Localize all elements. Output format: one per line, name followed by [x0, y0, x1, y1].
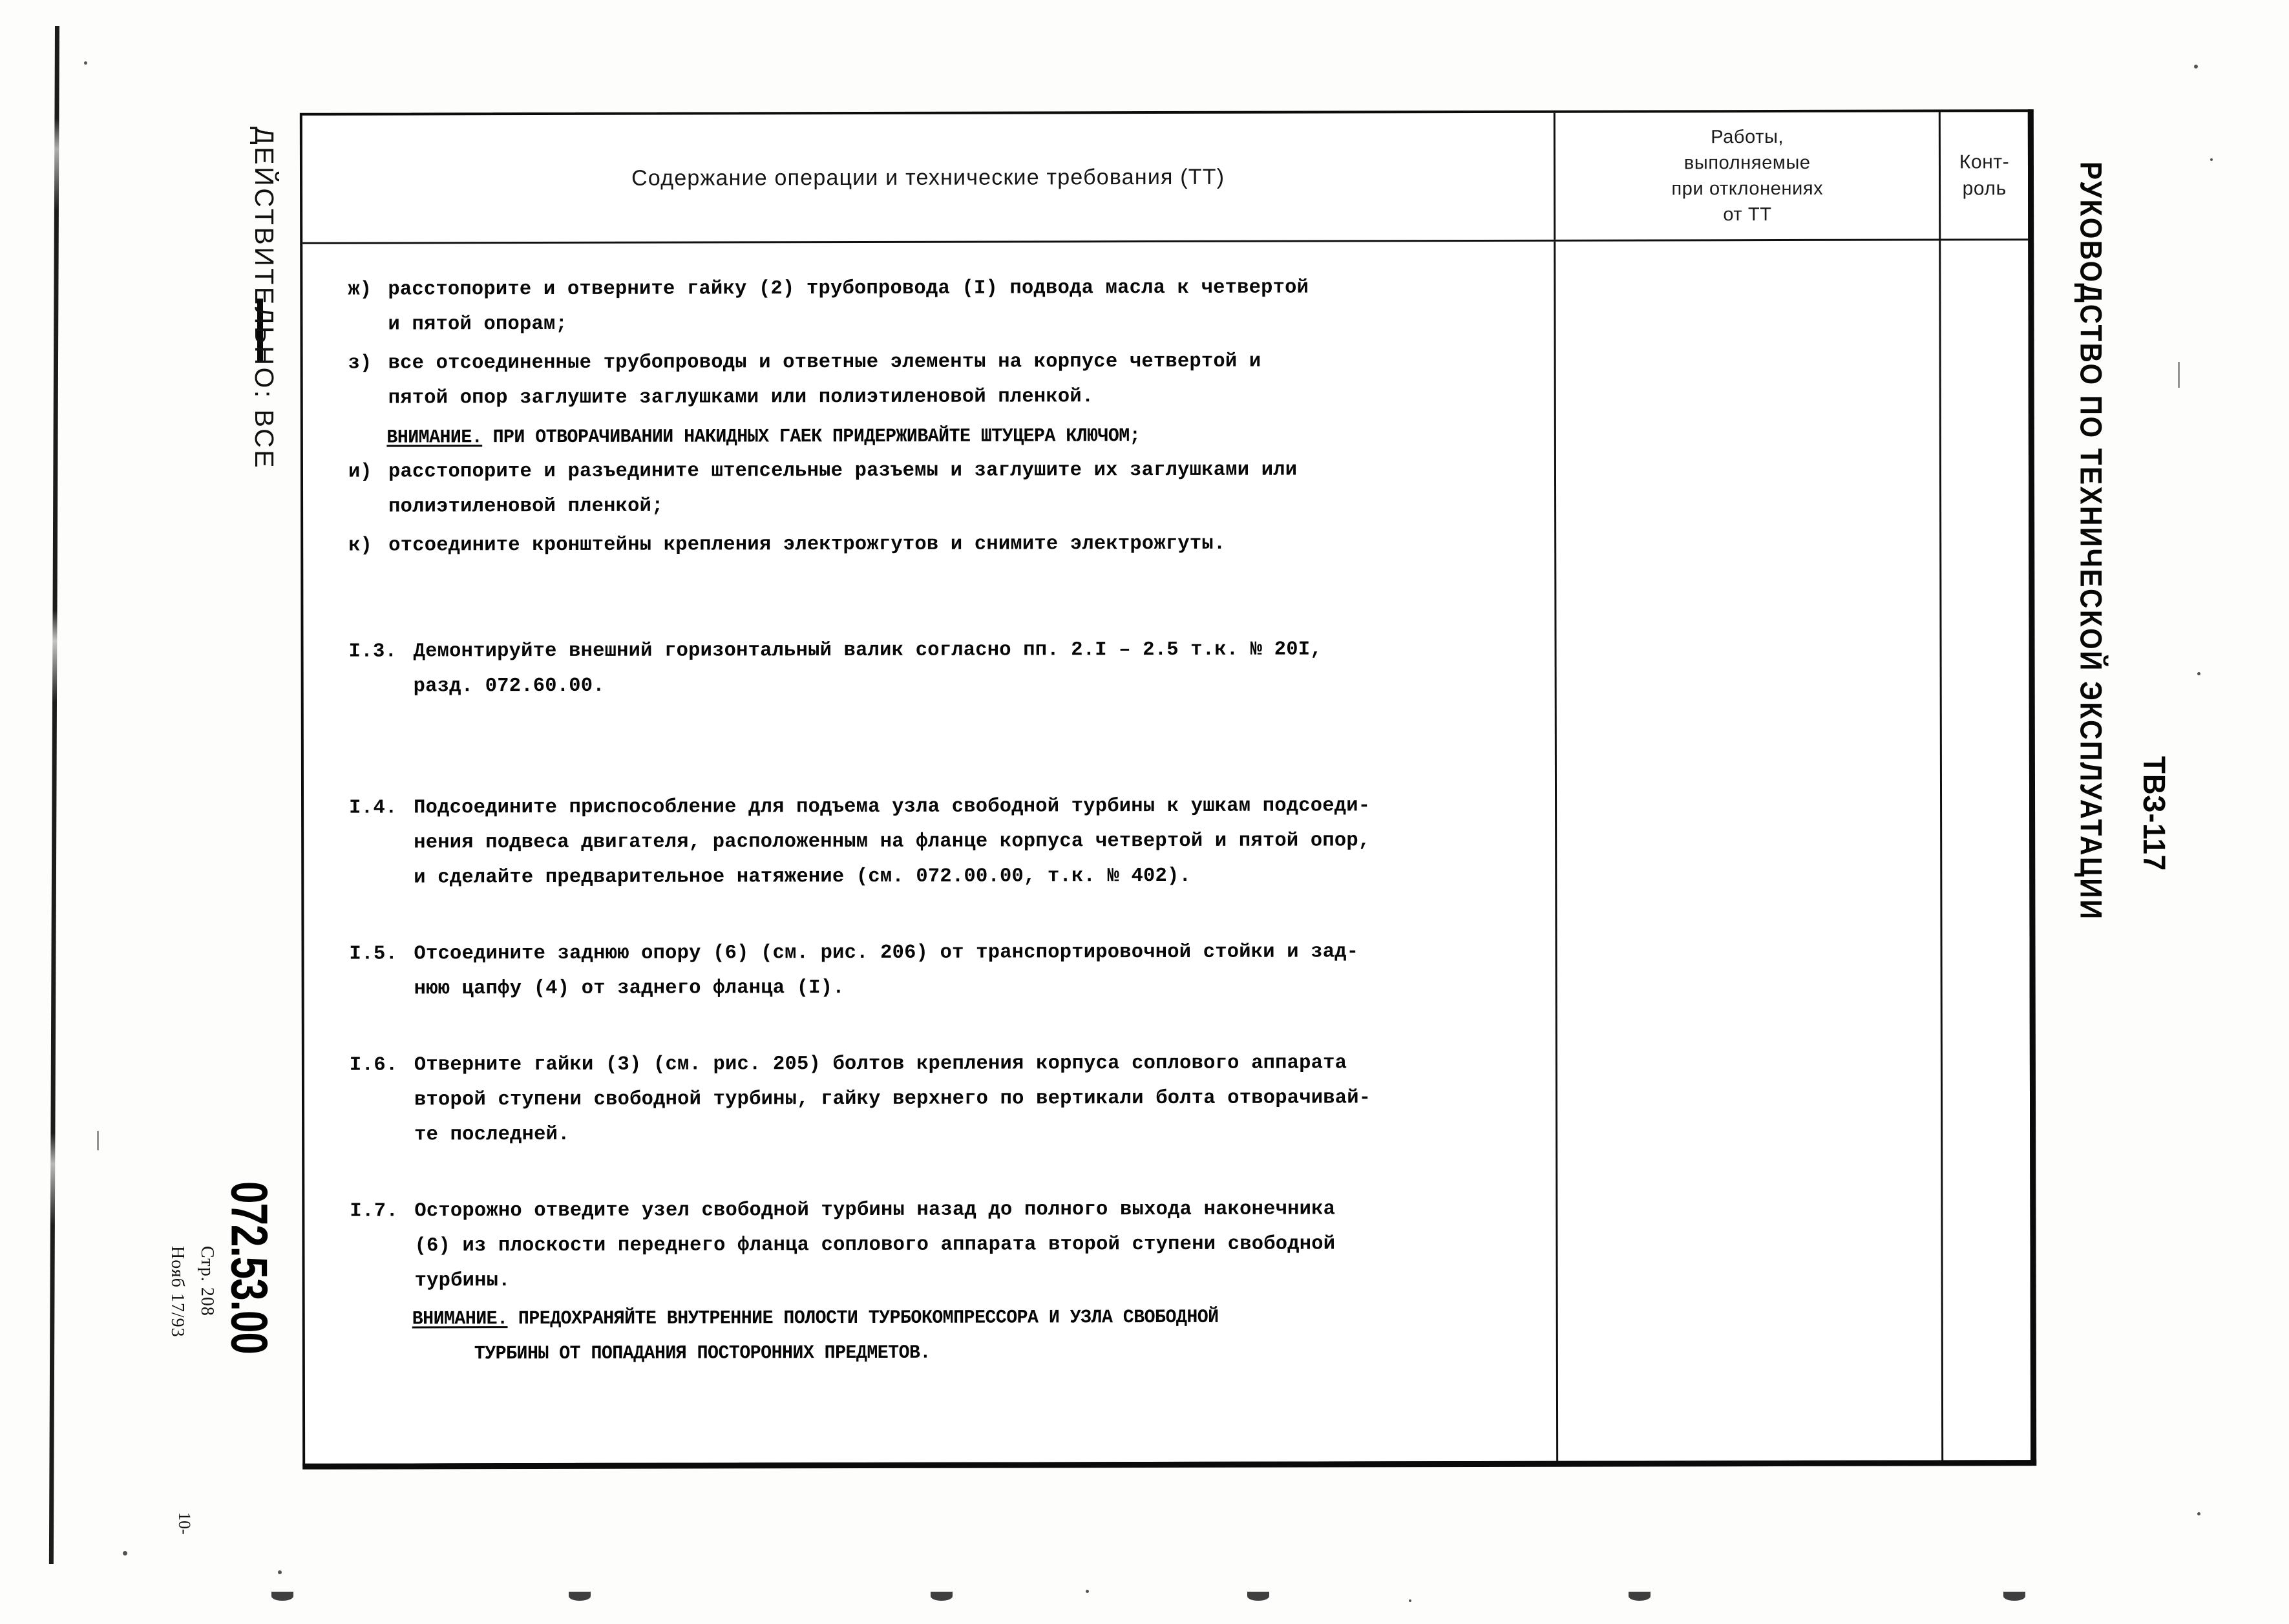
applicability-note: ДЕЙСТВИТЕЛЬНО: ВСЕ	[249, 127, 279, 470]
item-text	[414, 1192, 1523, 1299]
caution-text: ПРЕДОХРАНЯЙТЕ ВНУТРЕННИЕ ПОЛОСТИ ТУРБОКОМПРЕССОРА И УЗЛА СВОБОДНОЙ	[507, 1305, 1219, 1330]
table-body-row	[302, 240, 2031, 1464]
item-marker: I.7.	[350, 1200, 399, 1223]
item-marker: I.6.	[349, 1054, 398, 1077]
sheet-mark-label: 10-	[175, 1512, 194, 1535]
text-line: нюю цапфу (4) от заднего фланца (I).	[414, 977, 845, 1000]
item-marker: I.3.	[348, 640, 397, 663]
scan-edge-mark	[271, 1592, 293, 1601]
item-text	[388, 452, 1521, 525]
text-line: нения подвеса двигателя, расположенным на фланце корпуса четвертой и пятой опор,	[414, 830, 1371, 854]
item-text	[414, 934, 1522, 1007]
operations-table	[300, 109, 2033, 1466]
spacer	[350, 1007, 1523, 1048]
text-line: Отсоедините заднюю опору (6) (см. рис. 206) от транспортировочной стойки и зад-	[414, 941, 1359, 965]
header-deviation-line-3: при отклонениях	[1671, 178, 1824, 200]
text-line: второй ступени свободной турбины, гайку верхнего по вертикали болта отворачивай-	[414, 1087, 1371, 1112]
text-line: полиэтиленовой пленкой;	[388, 495, 664, 518]
header-deviation-label	[1671, 124, 1823, 228]
scan-speck	[2197, 672, 2200, 675]
caution-keyword: ВНИМАНИЕ.	[412, 1307, 508, 1330]
item-marker: ж)	[348, 279, 372, 301]
text-line: (6) из плоскости переднего фланца соплового аппарата второй ступени свободной	[414, 1233, 1336, 1258]
scan-edge-mark	[2003, 1592, 2025, 1601]
engine-model-label: ТВЗ-117	[2136, 756, 2171, 872]
caution-note-continuation: ТУРБИНЫ ОТ ПОПАДАНИЯ ПОСТОРОННИХ ПРЕДМЕТОВ.	[474, 1341, 931, 1365]
list-item	[350, 1192, 1523, 1299]
item-marker: I.5.	[349, 943, 398, 965]
text-line: Отверните гайки (3) (см. рис. 205) болтов крепления корпуса соплового аппарата	[414, 1052, 1347, 1077]
scan-edge-mark	[931, 1592, 953, 1601]
item-marker: к)	[348, 534, 372, 557]
operations-content-cell	[302, 242, 1556, 1464]
text-line: те последней.	[414, 1123, 570, 1146]
scan-edge-mark	[1629, 1592, 1651, 1601]
revision-date-label: Нояб 17/93	[167, 1246, 187, 1338]
text-line: и пятой опорам;	[388, 313, 568, 336]
text-line: Демонтируйте внешний горизонтальный валик согласно пп. 2.I – 2.5 т.к. № 20I,	[413, 638, 1322, 663]
text-line: все отсоединенные трубопроводы и ответные элементы на корпусе четвертой и	[388, 350, 1261, 375]
deviation-works-cell	[1554, 240, 1942, 1461]
caution-keyword: ВНИМАНИЕ.	[386, 426, 483, 448]
header-content-label: Содержание операции и технические требования (ТТ)	[631, 164, 1225, 191]
scan-edge-mark	[569, 1592, 591, 1601]
scan-smudge	[97, 1131, 99, 1150]
spacer	[349, 772, 1521, 791]
list-item	[348, 452, 1521, 525]
header-cell-content	[302, 113, 1554, 242]
caution-note	[350, 1299, 1476, 1336]
scan-speck	[2194, 65, 2198, 69]
text-line: расстопорите и отверните гайку (2) трубопровода (I) подвода масла к четвертой	[388, 277, 1309, 301]
list-item	[350, 1046, 1523, 1153]
header-deviation-line-4: от ТТ	[1723, 204, 1772, 226]
manual-title-vertical: РУКОВОДСТВО ПО ТЕХНИЧЕСКОЙ ЭКСПЛУАТАЦИИ	[2074, 162, 2108, 921]
spacer	[348, 565, 1521, 635]
scan-speck	[84, 61, 87, 65]
scan-speck	[278, 1570, 282, 1574]
header-control-label	[1959, 149, 2010, 202]
list-item	[349, 632, 1522, 704]
item-text	[388, 344, 1521, 416]
item-text	[388, 270, 1521, 343]
text-line: и сделайте предварительное натяжение (см. 072.00.00, т.к. № 402).	[414, 865, 1192, 889]
caution-note	[348, 417, 1474, 455]
item-text	[413, 632, 1521, 704]
header-control-line-1: Конт-	[1959, 151, 2010, 173]
scan-smudge	[2178, 362, 2180, 388]
list-item	[348, 526, 1521, 564]
text-line: турбины.	[414, 1270, 511, 1292]
item-marker: з)	[348, 352, 372, 375]
scan-speck	[1409, 1599, 1411, 1602]
text-line: расстопорите и разъедините штепсельные разъемы и заглушите их заглушками или	[388, 459, 1298, 483]
control-cell	[1939, 240, 2031, 1460]
list-item	[348, 270, 1521, 343]
header-cell-deviation	[1554, 112, 1939, 239]
spacer	[350, 1153, 1523, 1194]
scan-speck	[2197, 1512, 2200, 1515]
chapter-code-label: 072.53.00	[220, 1181, 277, 1354]
text-line: пятой опор заглушите заглушками или полиэтиленовой пленкой.	[388, 386, 1094, 410]
text-line: Подсоедините приспособление для подъема узла свободной турбины к ушкам подсоеди-	[414, 795, 1371, 819]
scan-edge-mark	[1247, 1592, 1269, 1601]
scan-speck	[123, 1551, 127, 1555]
item-text	[388, 526, 1521, 564]
item-marker: и)	[348, 461, 372, 483]
text-line: разд. 072.60.00.	[413, 675, 605, 698]
text-line: отсоедините кронштейны крепления электрожгутов и снимите электрожгуты.	[388, 533, 1226, 557]
list-item	[348, 344, 1521, 416]
header-cell-control	[1939, 112, 2028, 238]
header-deviation-line-1: Работы,	[1711, 126, 1784, 148]
text-line: Осторожно отведите узел свободной турбины назад до полного выхода наконечника	[414, 1198, 1336, 1223]
page-number-label: Стр. 208	[197, 1246, 217, 1316]
scan-speck	[1086, 1590, 1089, 1593]
caution-text: ПРИ ОТВОРАЧИВАНИИ НАКИДНЫХ ГАЕК ПРИДЕРЖИВАЙТЕ ШТУЦЕРА КЛЮЧОМ;	[482, 425, 1141, 448]
spacer	[349, 704, 1522, 774]
item-text	[414, 788, 1522, 896]
page-binding-edge-line	[49, 26, 59, 1564]
spacer	[349, 896, 1522, 937]
header-deviation-line-2: выполняемые	[1683, 152, 1811, 174]
scan-speck	[2210, 158, 2213, 161]
list-item	[349, 788, 1522, 896]
list-item	[349, 934, 1522, 1007]
item-text	[414, 1046, 1523, 1153]
item-marker: I.4.	[349, 797, 397, 819]
table-header-row	[302, 112, 2028, 244]
header-control-line-2: роль	[1962, 178, 2007, 200]
